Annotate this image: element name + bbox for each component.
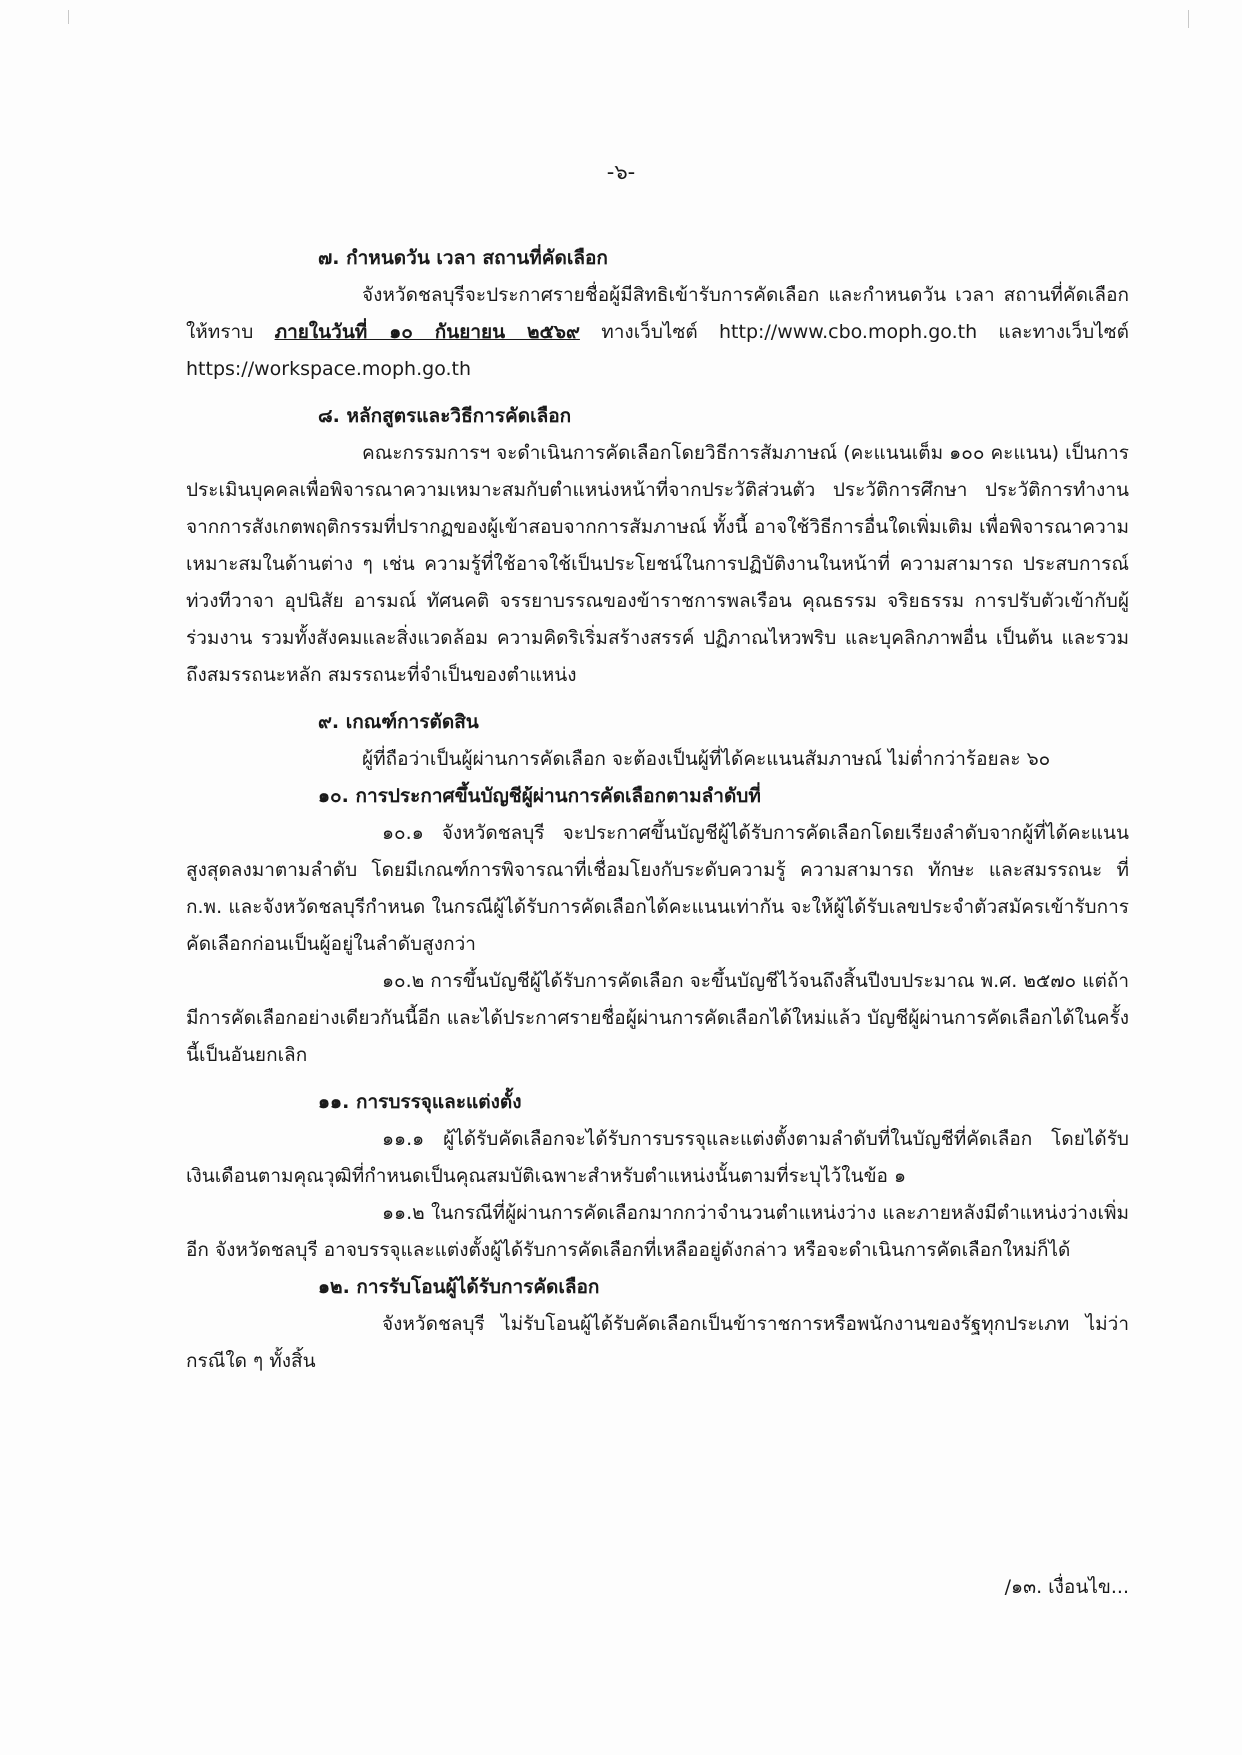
section-10 bbox=[186, 778, 1129, 1074]
paragraph-text: ทางเว็บไซต์ http://www.cbo.moph.go.th และทางเว็บไซต์ https://workspace.moph.go.th bbox=[186, 321, 1129, 380]
section-8 bbox=[186, 398, 1129, 694]
continuation-reference: /๑๓. เงื่อนไข... bbox=[1004, 1576, 1129, 1598]
page-number: -๖- bbox=[606, 160, 636, 184]
section-heading: ๙. เกณฑ์การตัดสิน bbox=[318, 711, 479, 733]
section-heading: ๑๑. การบรรจุและแต่งตั้ง bbox=[318, 1091, 522, 1113]
document-body bbox=[186, 240, 1129, 1380]
paragraph-text: จังหวัดชลบุรีจะประกาศรายชื่อผู้มีสิทธิเข้ารับการคัดเลือก และกำหนดวัน เวลา สถานที่คัดเลือกให้ทราบ bbox=[186, 284, 1129, 343]
section-heading: ๑๒. การรับโอนผู้ได้รับการคัดเลือก bbox=[318, 1276, 600, 1298]
section-paragraph: ๑๑.๒ ในกรณีที่ผู้ผ่านการคัดเลือกมากกว่าจำนวนตำแหน่งว่าง และภายหลังมีตำแหน่งว่างเพิ่มอีก จังหวัดชลบุรี อาจบรรจุและแต่งตั้งผู้ได้รับการคัดเลือกที่เหลืออยู่ดังกล่าว หรือจะดำเนินการคัดเลือกใหม่ก็ได้ bbox=[186, 1202, 1129, 1261]
section-7 bbox=[186, 240, 1129, 388]
scan-edge-mark-left bbox=[68, 10, 69, 24]
section-11 bbox=[186, 1084, 1129, 1269]
section-paragraph: ๑๐.๒ การขึ้นบัญชีผู้ได้รับการคัดเลือก จะขึ้นบัญชีไว้จนถึงสิ้นปีงบประมาณ พ.ศ. ๒๕๗๐ แต่ถ้ามีการคัดเลือกอย่างเดียวกันนี้อีก และได้ประกาศรายชื่อผู้ผ่านการคัดเลือกได้ใหม่แล้ว บัญชีผู้ผ่านการคัดเลือกได้ในครั้งนี้เป็นอันยกเลิก bbox=[186, 970, 1129, 1066]
section-heading: ๘. หลักสูตรและวิธีการคัดเลือก bbox=[318, 405, 572, 427]
scan-edge-mark-right bbox=[1188, 10, 1189, 28]
section-paragraph: ผู้ที่ถือว่าเป็นผู้ผ่านการคัดเลือก จะต้องเป็นผู้ที่ได้คะแนนสัมภาษณ์ ไม่ต่ำกว่าร้อยละ ๖๐ bbox=[362, 748, 1051, 770]
section-heading: ๗. กำหนดวัน เวลา สถานที่คัดเลือก bbox=[318, 247, 608, 269]
section-paragraph: ๑๐.๑ จังหวัดชลบุรี จะประกาศขึ้นบัญชีผู้ได้รับการคัดเลือกโดยเรียงลำดับจากผู้ที่ได้คะแนนสูงสุดลงมาตามลำดับ โดยมีเกณฑ์การพิจารณาที่เชื่อมโยงกับระดับความรู้ ความสามารถ ทักษะ และสมรรถนะ ที่ ก.พ. และจังหวัดชลบุรีกำหนด ในกรณีผู้ได้รับการคัดเลือกได้คะแนนเท่ากัน จะให้ผู้ได้รับเลขประจำตัวสมัครเข้ารับการคัดเลือกก่อนเป็นผู้อยู่ในลำดับสูงกว่า bbox=[186, 822, 1129, 955]
deadline-emphasis: ภายในวันที่ ๑๐ กันยายน ๒๕๖๙ bbox=[274, 321, 580, 343]
section-paragraph: จังหวัดชลบุรี ไม่รับโอนผู้ได้รับคัดเลือกเป็นข้าราชการหรือพนักงานของรัฐทุกประเภท ไม่ว่ากรณีใด ๆ ทั้งสิ้น bbox=[186, 1313, 1129, 1372]
section-9 bbox=[186, 704, 1129, 778]
section-heading: ๑๐. การประกาศขึ้นบัญชีผู้ผ่านการคัดเลือกตามลำดับที่ bbox=[318, 785, 761, 807]
section-paragraph: คณะกรรมการฯ จะดำเนินการคัดเลือกโดยวิธีการสัมภาษณ์ (คะแนนเต็ม ๑๐๐ คะแนน) เป็นการประเมินบุคคลเพื่อพิจารณาความเหมาะสมกับตำแหน่งหน้าที่จากประวัติส่วนตัว ประวัติการศึกษา ประวัติการทำงาน จากการสังเกตพฤติกรรมที่ปรากฏของผู้เข้าสอบจากการสัมภาษณ์ ทั้งนี้ อาจใช้วิธีการอื่นใดเพิ่มเติม เพื่อพิจารณาความเหมาะสมในด้านต่าง ๆ เช่น ความรู้ที่ใช้อาจใช้เป็นประโยชน์ในการปฏิบัติงานในหน้าที่ ความสามารถ ประสบการณ์ ท่วงทีวาจา อุปนิสัย อารมณ์ ทัศนคติ จรรยาบรรณของข้าราชการพลเรือน คุณธรรม จริยธรรม การปรับตัวเข้ากับผู้ร่วมงาน รวมทั้งสังคมและสิ่งแวดล้อม ความคิดริเริ่มสร้างสรรค์ ปฏิภาณไหวพริบ และบุคลิกภาพอื่น เป็นต้น และรวมถึงสมรรถนะหลัก สมรรถนะที่จำเป็นของตำแหน่ง bbox=[186, 442, 1129, 686]
section-paragraph: ๑๑.๑ ผู้ได้รับคัดเลือกจะได้รับการบรรจุและแต่งตั้งตามลำดับที่ในบัญชีที่คัดเลือก โดยได้รับเงินเดือนตามคุณวุฒิที่กำหนดเป็นคุณสมบัติเฉพาะสำหรับตำแหน่งนั้นตามที่ระบุไว้ในข้อ ๑ bbox=[186, 1128, 1129, 1187]
section-paragraph bbox=[186, 277, 1129, 388]
section-12 bbox=[186, 1269, 1129, 1380]
